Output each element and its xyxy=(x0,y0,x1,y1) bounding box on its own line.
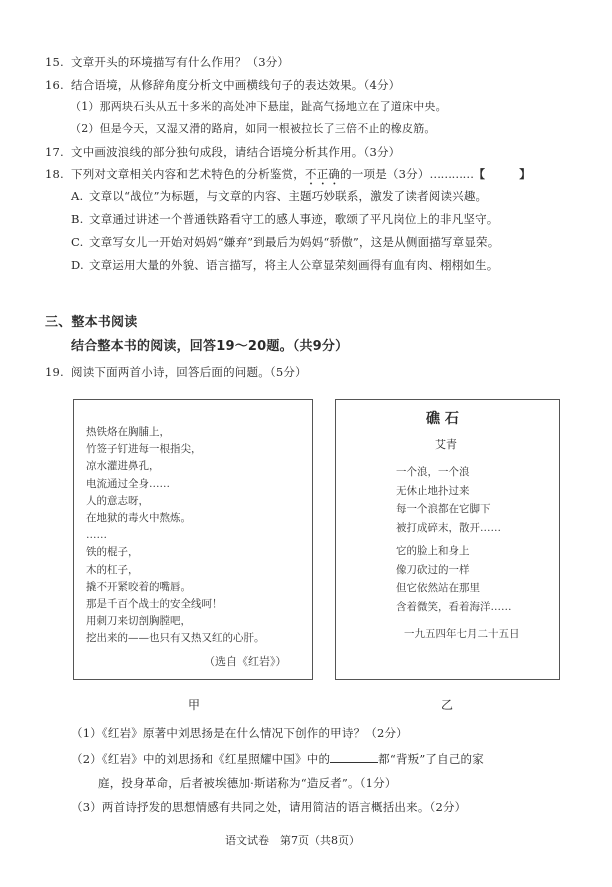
question-text: 结合语境，从修辞角度分析文中画横线句子的表达效果。（4分） xyxy=(71,78,401,92)
question-number: 18. xyxy=(45,167,64,181)
option-text: 文章运用大量的外貌、语言描写，将主人公章显荣刻画得有血有肉、栩栩如生。 xyxy=(89,258,499,272)
subquestion-3: （3）两首诗抒发的思想情感有共同之处，请用简洁的语言概括出来。（2分） xyxy=(71,800,467,814)
poem-line: 但它依然站在那里 xyxy=(396,582,480,594)
question-18 xyxy=(45,166,531,188)
option-text: 文章以“战位”为标题，与文章的内容、主题巧妙联系，激发了读者阅读兴趣。 xyxy=(89,189,488,203)
question-text: 文章开头的环境描写有什么作用？（3分） xyxy=(71,55,290,69)
question-text: 阅读下面两首小诗，回答后面的问题。（5分） xyxy=(71,365,307,379)
option-label: C. xyxy=(71,235,84,249)
poem-line: 那是千百个战士的安全线呵！ xyxy=(86,598,223,610)
poem-line: 像刀砍过的一样 xyxy=(396,563,470,576)
poem-source: （选自《红岩》） xyxy=(204,655,287,668)
question-16 xyxy=(45,77,400,93)
question-text-end: 的一项是（3分） xyxy=(340,167,430,181)
question-17 xyxy=(45,144,400,160)
poem-line: …… xyxy=(86,529,107,542)
answer-bracket-close: 】 xyxy=(519,167,531,181)
poem-line: 电流通过全身…… xyxy=(86,477,170,490)
poem-jia-box xyxy=(73,399,313,680)
poem-line: 挖出来的——也只有又热又红的心肝。 xyxy=(86,632,265,645)
poem-line: 用刺刀来切剖胸膛吧， xyxy=(86,615,191,628)
question-number: 16. xyxy=(45,78,64,92)
option-b xyxy=(71,211,499,227)
option-label: B. xyxy=(71,212,84,226)
subquestion-1: （1）《红岩》原著中刘思扬是在什么情况下创作的甲诗？（2分） xyxy=(71,726,408,740)
option-text: 文章通过讲述一个普通铁路看守工的感人事迹，歌颂了平凡岗位上的非凡坚守。 xyxy=(89,212,499,226)
page-footer: 语文试卷 第7页（共8页） xyxy=(225,834,360,847)
question-text: 下列对文章相关内容和艺术特色的分析鉴赏， xyxy=(71,167,305,181)
poem-line: 撬不开紧咬着的嘴唇。 xyxy=(86,580,191,593)
question-15 xyxy=(45,54,289,70)
poem-line: 竹签子钉进每一根指尖， xyxy=(86,443,202,456)
poem-line: 被打成碎末，散开…… xyxy=(396,521,501,534)
poem-line: 它的脸上和身上 xyxy=(396,545,470,557)
poem-date: 一九五四年七月二十五日 xyxy=(404,628,520,640)
poem-jia-caption: 甲 xyxy=(188,698,201,712)
question-text: 文中画波浪线的部分独句成段，请结合语境分析其作用。（3分） xyxy=(71,145,401,159)
question-number: 15. xyxy=(45,55,64,69)
poem-line: 铁的棍子， xyxy=(86,546,139,559)
poem-line: 一个浪，一个浪 xyxy=(396,466,470,478)
emphasis-text: 不正确 xyxy=(305,167,341,181)
poem-yi-caption: 乙 xyxy=(441,698,454,712)
poem-line: 在地狱的毒火中熬炼。 xyxy=(86,512,191,524)
poem-line: 凉水灌进鼻孔， xyxy=(86,460,160,473)
poem-title: 礁 石 xyxy=(426,411,459,427)
subquestion-2 xyxy=(71,750,484,767)
q16-item-1: （1）那两块石头从五十多米的高处冲下悬崖，趾高气扬地立在了道床中央。 xyxy=(70,100,447,113)
fill-in-blank[interactable] xyxy=(330,750,378,763)
option-text: 文章写女儿一开始对妈妈“嫌弃”到最后为妈妈“骄傲”，这是从侧面描写章显荣。 xyxy=(89,235,500,249)
answer-bracket-open: 【 xyxy=(473,167,486,181)
question-number: 19. xyxy=(45,365,64,379)
subquestion-text-end: 都“背叛”了自己的家 xyxy=(378,752,484,766)
option-c xyxy=(71,234,499,250)
poem-line: 无休止地扑过来 xyxy=(396,484,470,497)
poem-line: 含着微笑，看着海洋…… xyxy=(396,600,512,613)
poem-line: 热铁烙在胸脯上， xyxy=(86,426,170,438)
section-intro: 结合整本书的阅读，回答19～20题。（共9分） xyxy=(71,339,349,354)
subquestion-text: （2）《红岩》中的刘思扬和《红星照耀中国》中的 xyxy=(71,752,331,766)
section-title: 三、整本书阅读 xyxy=(45,315,138,330)
q16-item-2: （2）但是今天，又湿又滑的路肩，如同一根被拉长了三倍不止的橡皮筋。 xyxy=(70,122,436,135)
poem-yi-box xyxy=(335,399,560,680)
option-d xyxy=(71,257,499,273)
poem-author: 艾青 xyxy=(435,438,457,451)
poem-line: 人的意志呀， xyxy=(86,494,149,507)
leader-dots: ………… xyxy=(429,167,474,181)
option-a xyxy=(71,188,487,204)
poem-line: 木的杠子， xyxy=(86,563,139,576)
subquestion-2-cont: 庭，投身革命，后者被埃德加·斯诺称为“造反者”。（1分） xyxy=(98,776,397,790)
option-label: D. xyxy=(71,258,84,272)
option-label: A. xyxy=(71,189,84,203)
poem-line: 每一个浪都在它脚下 xyxy=(396,503,491,515)
question-number: 17. xyxy=(45,145,64,159)
question-19 xyxy=(45,364,307,380)
